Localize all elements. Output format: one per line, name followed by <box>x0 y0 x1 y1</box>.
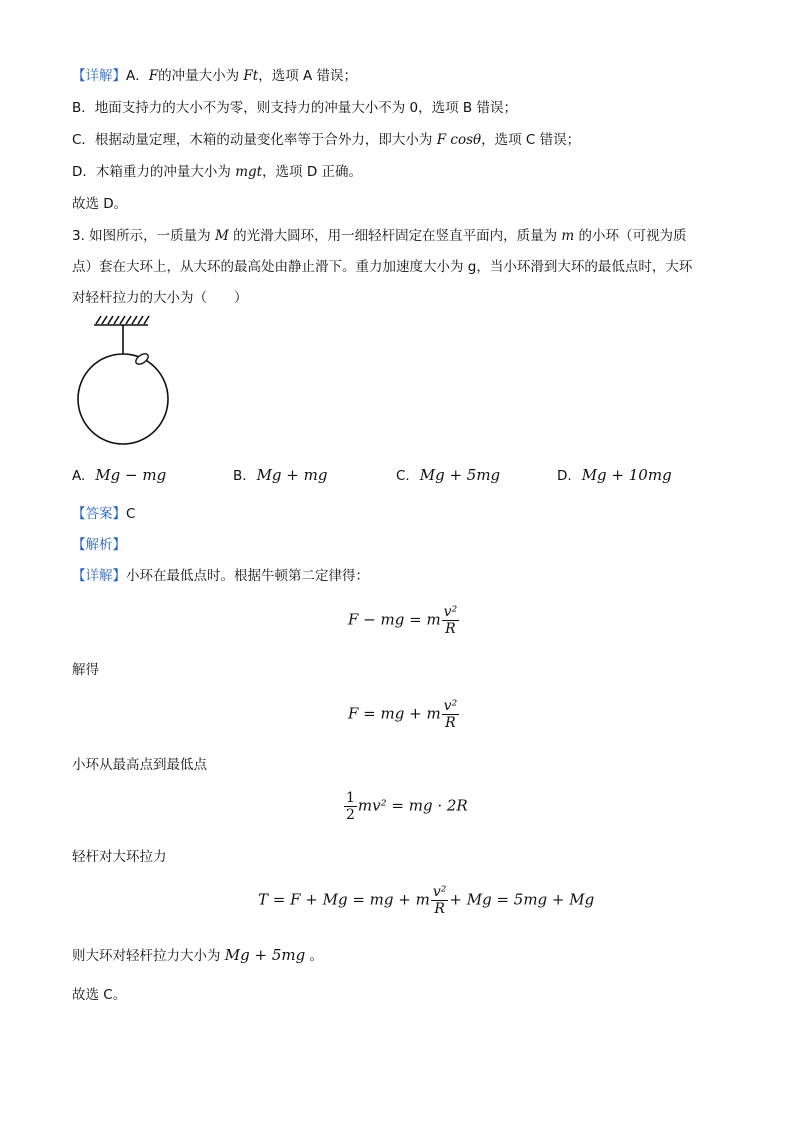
detail-a-suffix: ，选项 A 错误； <box>258 68 358 84</box>
option-d-label: D. <box>557 468 572 484</box>
large-ring <box>78 354 168 444</box>
option-a-text: Mg − mg <box>95 466 167 484</box>
detail-c-math: F cosθ <box>436 132 482 148</box>
detail-c-line <box>72 130 580 150</box>
solve-label: 解得 <box>72 662 99 678</box>
ceiling-hatch <box>94 316 149 325</box>
conclusion-suffix: 。 <box>305 948 324 964</box>
eq3-denominator: 2 <box>346 807 355 823</box>
eq2-left: F = mg + m <box>348 704 441 723</box>
eq1-fraction <box>442 604 460 637</box>
ring-diagram <box>70 312 180 452</box>
option-a <box>72 466 166 484</box>
variable-big-m: M <box>214 228 229 244</box>
option-c-text: Mg + 5mg <box>419 466 501 484</box>
choose-c-line: 故选 C。 <box>72 987 127 1003</box>
equation-newton <box>348 604 460 637</box>
rod-pull-label: 轻杆对大环拉力 <box>72 849 167 865</box>
eq3-numerator: 1 <box>346 790 355 806</box>
choose-d-line: 故选 D。 <box>72 196 128 212</box>
eq2-denominator: R <box>445 715 456 731</box>
analysis-label: 【解析】 <box>72 537 126 553</box>
detail2-line <box>72 566 369 586</box>
variable-small-m: m <box>561 228 575 244</box>
eq1-numerator: v² <box>443 604 458 620</box>
variable-f: F <box>148 68 159 84</box>
eq2-numerator: v² <box>443 698 458 714</box>
impulse-ft: Ft <box>243 68 259 84</box>
detail-a-line <box>72 66 357 86</box>
option-b <box>233 466 327 484</box>
detail-a-middle: 的冲量大小为 <box>158 68 244 84</box>
question-text-a: 如图所示，一质量为 <box>84 228 215 244</box>
small-ring <box>134 352 150 367</box>
detail-d-suffix: ，选项 D 正确。 <box>262 164 363 180</box>
eq4-numerator: v² <box>432 884 447 900</box>
option-a-label: A. <box>72 468 86 484</box>
option-d-text: Mg + 10mg <box>581 466 672 484</box>
question-text-b: 的光滑大圆环，用一细轻杆固定在竖直平面内，质量为 <box>228 228 562 244</box>
question-line-2: 点）套在大环上，从大环的最高处由静止滑下。重力加速度大小为 g，当小环滑到大环的最低点时，大环 <box>72 259 693 275</box>
conclusion-prefix: 则大环对轻杆拉力大小为 <box>72 948 225 964</box>
eq4-right: + Mg = 5mg + Mg <box>449 890 595 909</box>
equation-solved <box>348 698 460 731</box>
option-d <box>557 466 672 484</box>
detail-d-prefix: D．木箱重力的冲量大小为 <box>72 164 236 180</box>
detail-c-suffix: ，选项 C 错误； <box>481 132 581 148</box>
detail2-bracket: 【详解】 <box>72 568 126 584</box>
detail-d-line <box>72 162 362 182</box>
eq3-right: mv² = mg · 2R <box>357 796 468 815</box>
answer-value: C <box>126 506 136 522</box>
detail-a-prefix: A． <box>126 68 149 84</box>
option-b-text: Mg + mg <box>256 466 328 484</box>
eq4-denominator: R <box>434 901 445 917</box>
conclusion-math: Mg + 5mg <box>224 946 306 964</box>
detail-c-prefix: C．根据动量定理，木箱的动量变化率等于合外力，即大小为 <box>72 132 437 148</box>
detail-d-math: mgt <box>235 164 263 180</box>
equation-energy <box>343 790 468 823</box>
top-to-bottom-label: 小环从最高点到最低点 <box>72 757 207 773</box>
conclusion-line <box>72 945 323 966</box>
detail-bracket: 【详解】 <box>72 68 126 84</box>
eq4-left: T = F + Mg = mg + m <box>258 890 430 909</box>
question-text-c: 的小环（可视为质 <box>574 228 687 244</box>
answer-line <box>72 504 135 524</box>
detail2-text: 小环在最低点时。根据牛顿第二定律得： <box>126 568 369 584</box>
eq3-fraction <box>344 790 357 823</box>
answer-bracket: 【答案】 <box>72 506 126 522</box>
option-c-label: C. <box>396 468 410 484</box>
eq1-left: F − mg = m <box>348 610 441 629</box>
option-b-label: B. <box>233 468 247 484</box>
question-number: 3. <box>72 228 85 244</box>
detail-b-line: B．地面支持力的大小不为零，则支持力的冲量大小不为 0，选项 B 错误； <box>72 100 517 116</box>
option-c <box>396 466 500 484</box>
eq4-fraction <box>431 884 449 917</box>
question-line-1 <box>72 226 687 246</box>
question-line-3: 对轻杆拉力的大小为（ ） <box>72 290 248 306</box>
eq1-denominator: R <box>445 621 456 637</box>
equation-tension <box>258 884 594 917</box>
eq2-fraction <box>442 698 460 731</box>
